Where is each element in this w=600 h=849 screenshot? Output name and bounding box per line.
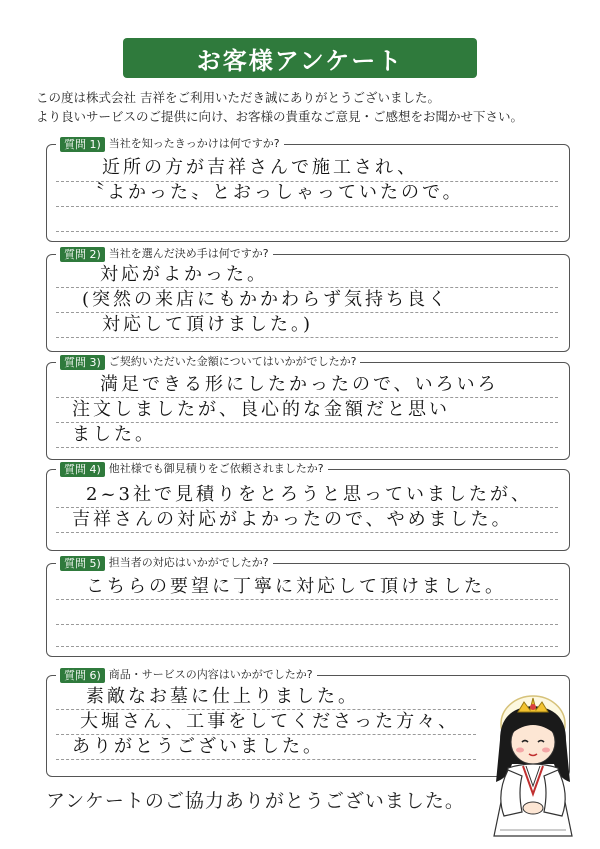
answer-rule bbox=[56, 447, 558, 448]
answer-rule bbox=[56, 206, 558, 207]
answer-line: 素敵なお墓に仕上りました。 bbox=[86, 686, 359, 707]
answer-rule bbox=[56, 231, 558, 232]
answer-text-3 bbox=[72, 372, 552, 447]
question-label-3 bbox=[56, 354, 360, 370]
question-text: 当社を知ったきっかけは何ですか? bbox=[108, 137, 280, 150]
princess-mascot-icon bbox=[478, 690, 588, 840]
question-text: ご契約いただいた金額についてはいかがでしたか? bbox=[108, 355, 357, 368]
answer-line: 近所の方が吉祥さんで施工され、 bbox=[102, 157, 419, 178]
answer-text-1 bbox=[72, 155, 552, 205]
question-label-4 bbox=[56, 461, 328, 477]
question-text: 商品・サービスの内容はいかがでしたか? bbox=[108, 668, 313, 681]
answer-text-2 bbox=[72, 262, 552, 337]
survey-title: お客様アンケート bbox=[123, 38, 477, 78]
answer-rule bbox=[56, 532, 558, 533]
answer-line: 〝よかった〟とおっしゃっていたので。 bbox=[86, 182, 464, 203]
answer-line: 大堀さん、工事をしてくださった方々、 bbox=[80, 711, 460, 732]
question-label-1 bbox=[56, 136, 284, 152]
answer-line: 注文しましたが、良心的な金額だと思い bbox=[72, 399, 450, 420]
question-label-5 bbox=[56, 555, 273, 571]
answer-rule bbox=[56, 624, 558, 625]
answer-text-6 bbox=[72, 684, 482, 759]
question-number: 質問 1) bbox=[60, 137, 105, 152]
answer-line: こちらの要望に丁寧に対応して頂けました。 bbox=[86, 576, 506, 597]
question-label-2 bbox=[56, 246, 273, 262]
question-number: 質問 3) bbox=[60, 355, 105, 370]
answer-rule bbox=[56, 646, 558, 647]
intro-text bbox=[36, 88, 576, 126]
question-text: 当社を選んだ決め手は何ですか? bbox=[108, 247, 269, 260]
answer-line: 対応がよかった。 bbox=[100, 264, 268, 285]
question-number: 質問 6) bbox=[60, 668, 105, 683]
question-number: 質問 5) bbox=[60, 556, 105, 571]
answer-text-4 bbox=[72, 482, 552, 532]
answer-line: (突然の来店にもかかわらず気持ち良く bbox=[82, 289, 450, 310]
answer-line: 対応して頂けました。) bbox=[102, 314, 314, 335]
answer-rule bbox=[56, 337, 558, 338]
intro-line-2: より良いサービスのご提供に向け、お客様の貴重なご意見・ご感想をお聞かせ下さい。 bbox=[36, 109, 524, 124]
question-text: 担当者の対応はいかがでしたか? bbox=[108, 556, 269, 569]
answer-text-5 bbox=[72, 574, 552, 599]
answer-line: ありがとうございました。 bbox=[72, 736, 324, 757]
answer-rule bbox=[56, 599, 558, 600]
answer-line: 満足できる形にしたかったので、いろいろ bbox=[100, 374, 499, 395]
question-label-6 bbox=[56, 667, 317, 683]
question-text: 他社様でも御見積りをご依頼されましたか? bbox=[108, 462, 324, 475]
closing-thanks: アンケートのご協力ありがとうございました。 bbox=[46, 790, 465, 812]
question-number: 質問 4) bbox=[60, 462, 105, 477]
answer-line: 吉祥さんの対応がよかったので、やめました。 bbox=[72, 509, 513, 530]
question-number: 質問 2) bbox=[60, 247, 105, 262]
answer-line: ました。 bbox=[72, 424, 156, 445]
answer-line: 2~3社で見積りをとろうと思っていましたが、 bbox=[86, 484, 532, 505]
answer-rule bbox=[56, 759, 476, 760]
intro-line-1: この度は株式会社 吉祥をご利用いただき誠にありがとうございました。 bbox=[36, 90, 440, 105]
